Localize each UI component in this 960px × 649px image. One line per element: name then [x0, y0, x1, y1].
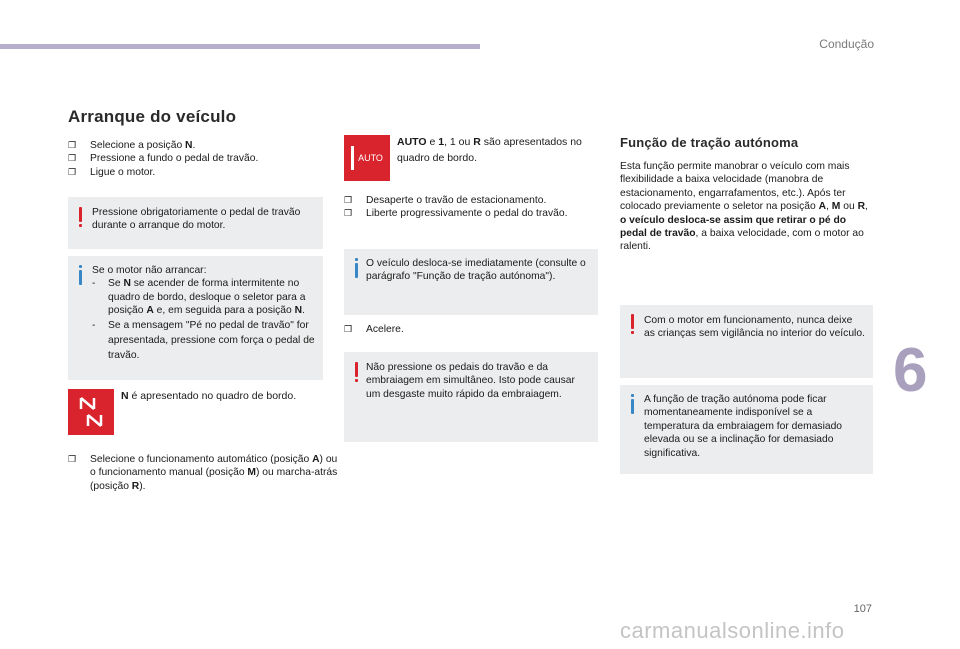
warning-text: Com o motor em funcionamento, nunca deixe as crianças sem vigilância no interior do veículo. [644, 315, 865, 340]
list-item: ❒ Selecione a posição N. [68, 140, 196, 151]
warning-box [620, 305, 873, 378]
step-marker-icon: ❒ [344, 195, 353, 205]
info-text: O veículo desloca-se imediatamente (consulte o parágrafo "Função de tração autónoma"). [366, 258, 586, 283]
select-step: ❒ Selecione o funcionamento automático (posição A) ou o funcionamento manual (posição M) ou marcha-atrás (posição R). [68, 454, 338, 492]
n-display-text: N é apresentado no quadro de bordo. [121, 390, 297, 402]
warning-text: Pressione obrigatoriamente o pedal de travão durante o arranque do motor. [92, 207, 301, 232]
exclamation-icon [631, 314, 635, 336]
list-item: ❒ Liberte progressivamente o pedal do travão. [344, 208, 568, 220]
info-box [620, 385, 873, 474]
warning-box [68, 197, 323, 249]
auto-text: AUTO e 1, 1 ou R são apresentados no quadro de bordo. [397, 136, 582, 164]
info-i-icon [355, 258, 359, 280]
info-i-icon [631, 394, 635, 416]
chapter-number: 6 [893, 336, 928, 405]
step-marker-icon: ❒ [68, 166, 77, 177]
feature-paragraph: Esta função permite manobrar o veículo com mais flexibilidade a baixa velocidade (manobra de estacionamento, engarrafamentos, etc.). Após ter colocado previamente o seletor na posição A, M ou R, o veículo desloca-se assim que retirar o pé do pedal de travão, a baixa velocidade, com o motor ao ralenti. [620, 161, 868, 253]
step-marker-icon: ❒ [68, 140, 77, 150]
watermark: carmanualsonline.info [620, 618, 845, 643]
info-i-icon [79, 265, 83, 287]
list-item: ❒ Pressione a fundo o pedal de travão. [68, 153, 259, 165]
exclamation-icon [355, 362, 359, 384]
info-intro: Se o motor não arrancar: [92, 265, 207, 276]
n-display-pictogram [68, 389, 114, 435]
info-box [68, 256, 323, 380]
info-text: A função de tração autónoma pode ficar momentaneamente indisponível se a temperatura da embraiagem for demasiado elevada ou se a inclinação for demasiado significativa. [644, 394, 843, 459]
step-marker-icon: ❒ [68, 454, 77, 464]
list-item: ❒ Desaperte o travão de estacionamento. [344, 195, 547, 206]
step-marker-icon: ❒ [344, 324, 353, 334]
warning-text: Não pressione os pedais do travão e da embraiagem em simultâneo. Isto pode causar um desgaste muito rápido da embraiagem. [366, 362, 575, 400]
step-marker-icon: ❒ [68, 153, 77, 164]
start-steps-list [68, 139, 328, 179]
exclamation-icon [79, 207, 83, 229]
accelerate-step: ❒ Acelere. [344, 324, 404, 335]
step-marker-icon: ❒ [344, 208, 353, 219]
page-number: 107 [853, 603, 872, 615]
section-label: Condução [819, 37, 874, 51]
list-item: ❒ Ligue o motor. [68, 166, 156, 178]
n-letter-icon [76, 395, 106, 429]
release-steps-list [344, 194, 599, 221]
warning-box [344, 352, 598, 442]
selector-bar-icon [351, 146, 354, 170]
info-text: Se o motor não arrancar: - Se N se acender de forma intermitente no quadro de bordo, desloque o seletor para a posição A e, em seguida para a posição N. - Se a mensagem "Pé no pedal de travão" for apresentada, pressione com força o pedal de travão. [92, 264, 320, 363]
page-title: Arranque do veículo [68, 107, 237, 126]
section-title: Função de tração autónoma [620, 135, 799, 150]
auto-label: AUTO [358, 153, 383, 163]
header-accent-bar [0, 44, 480, 49]
auto-pictogram [344, 135, 390, 181]
info-box [344, 249, 598, 315]
